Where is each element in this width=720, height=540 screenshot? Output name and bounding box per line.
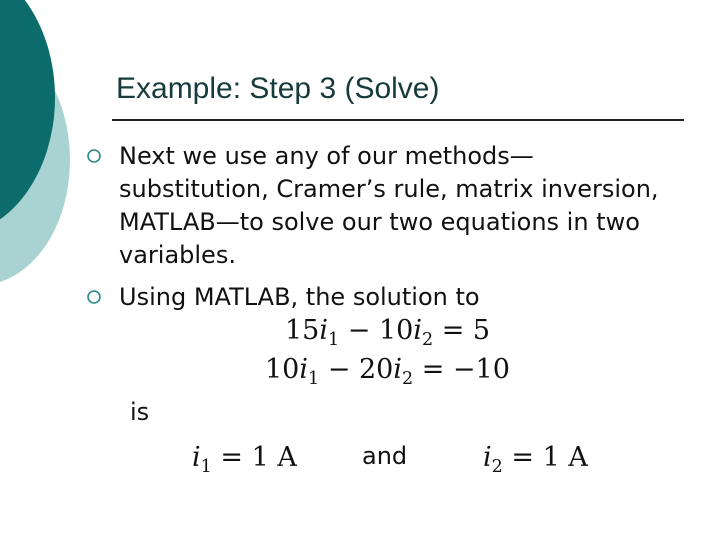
bullet-text-methods: Next we use any of our methods—substitution, Cramer’s rule, matrix inversion, MATLAB—to solve our two equations in two variables. (119, 142, 659, 269)
hollow-circle-bullet-icon (86, 289, 102, 305)
is-label: is (130, 398, 150, 426)
title-divider (112, 119, 684, 121)
equation-1: $15i_1 - 10i_2 = 5$ (285, 315, 491, 351)
solution-line-cropped (0, 432, 720, 478)
slide-title: Example: Step 3 (Solve) (116, 72, 440, 105)
and-label: and (362, 442, 408, 470)
bullet-text-matlab: Using MATLAB, the solution to (119, 283, 480, 311)
equation-2: $10i_1 - 20i_2 = -10$ (265, 354, 510, 390)
hollow-circle-bullet-icon (86, 148, 102, 164)
decorative-circles (0, 0, 120, 300)
solution-i1: $i_1 = 1$ A (192, 442, 297, 478)
solution-i2: $i_2 = 1$ A (483, 442, 588, 478)
